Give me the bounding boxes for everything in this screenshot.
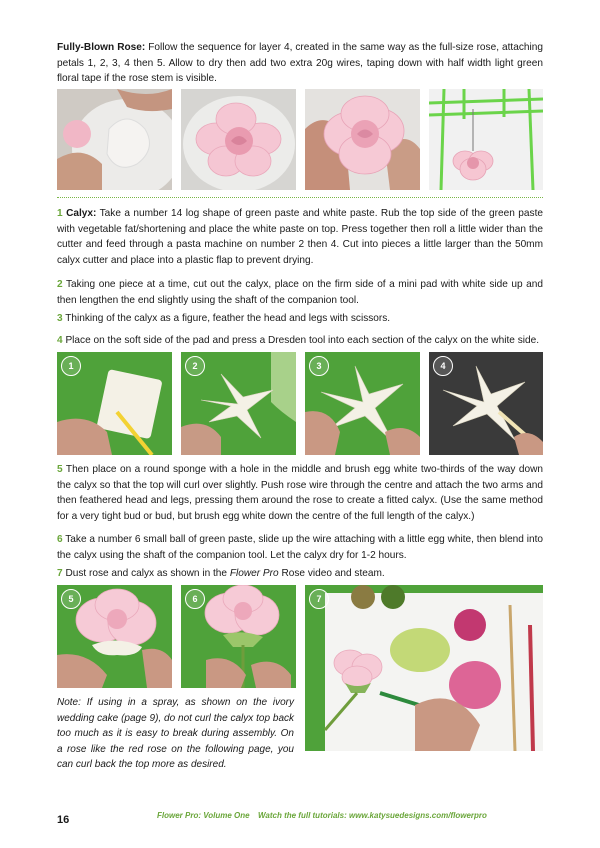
photo-step-1 — [57, 352, 172, 455]
intro-paragraph — [57, 40, 543, 87]
step-1-text: Take a number 14 log shape of green paste and white paste. Rub the top side of the green paste with vegetable fat/shortening and place the white paste on top. Press together then roll a little wider than the cutter and feed through a pasta machine on number 2 then 4. Cut into pieces a little larger than the 50mm calyx cutter and place into a plastic flap to prevent drying. — [57, 208, 543, 266]
photo-step-7-image — [305, 585, 543, 751]
photo-petals-on-board-image — [57, 89, 172, 190]
photo-step-6 — [181, 585, 296, 688]
photo-step-4 — [429, 352, 543, 455]
section-divider — [57, 197, 543, 198]
photo-badge-3: 3 — [309, 356, 329, 376]
photo-badge-4: 4 — [433, 356, 453, 376]
step-7-text-after: Rose video and steam. — [278, 568, 385, 579]
photo-petals-on-board — [57, 89, 172, 190]
step-5-text: Then place on a round sponge with a hole in the middle and brush egg white two-thirds of the way down the calyx so that the top will curl over slightly. Push rose wire through the centre and attach the two arms and then feathered head and legs, pressing them around the rose to create a fitted calyx. (Use the same method for a very tight bud or bud, but brush egg white down the centre of the full length of the calyx.) — [57, 464, 543, 522]
footer-book-title: Flower Pro: Volume One — [157, 811, 250, 820]
photo-step-7 — [305, 585, 543, 751]
photo-step-2 — [181, 352, 296, 455]
photo-rose-in-hand-image — [305, 89, 420, 190]
photo-rose-hanging-image — [429, 89, 543, 190]
photo-step-3 — [305, 352, 420, 455]
note-text: Note: If using in a spray, as shown on the ivory wedding cake (page 9), do not curl the calyx top back too much as it is easy to break during assembly. On a rose like the red rose on the following page, you can curl back the top more as desired. — [57, 697, 294, 770]
photo-rose-in-hand — [305, 89, 420, 190]
photo-rose-hanging — [429, 89, 543, 190]
photo-badge-6: 6 — [185, 589, 205, 609]
photo-badge-7: 7 — [309, 589, 329, 609]
step-4-text: Place on the soft side of the pad and press a Dresden tool into each section of the calyx on the white side. — [65, 335, 540, 346]
step-6 — [57, 532, 543, 563]
photo-badge-5: 5 — [61, 589, 81, 609]
step-2-number: 2 — [57, 279, 63, 290]
photo-badge-1: 1 — [61, 356, 81, 376]
photo-badge-2: 2 — [185, 356, 205, 376]
photo-step-5 — [57, 585, 172, 688]
step-7-text-italic: Flower Pro — [229, 568, 279, 579]
step-4 — [57, 333, 543, 349]
step-6-number: 6 — [57, 534, 63, 545]
step-1-number: 1 — [57, 208, 63, 219]
step-1 — [57, 206, 543, 268]
footer-tutorial-link[interactable]: Watch the full tutorials: www.katysuedesigns.com/flowerpro — [258, 811, 487, 820]
step-7 — [57, 566, 543, 582]
step-7-text-before: Dust rose and calyx as shown in the — [65, 568, 230, 579]
step-2 — [57, 277, 543, 308]
photo-rose-on-board-image — [181, 89, 296, 190]
step-5-number: 5 — [57, 464, 63, 475]
step-7-number: 7 — [57, 568, 63, 579]
page-number: 16 — [57, 814, 70, 826]
intro-heading: Fully-Blown Rose: — [57, 42, 146, 53]
step-3-text: Thinking of the calyx as a figure, feather the head and legs with scissors. — [65, 313, 391, 324]
step-3 — [57, 311, 543, 327]
step-3-number: 3 — [57, 313, 63, 324]
step-2-text: Taking one piece at a time, cut out the calyx, place on the firm side of a mini pad with white side up and then lengthen the end slightly using the shaft of the companion tool. — [57, 279, 543, 306]
step-1-label: Calyx: — [66, 208, 97, 219]
intro-text: Follow the sequence for layer 4, created in the same way as the full-size rose, attaching petals 1, 2, 3, 4 then 5. Allow to dry then add two extra 20g wires, taping down with half width light green floral tape if the rose stem is visible. — [57, 42, 543, 85]
step-4-number: 4 — [57, 335, 63, 346]
step-6-text: Take a number 6 small ball of green paste, slide up the wire attaching with a little egg white, then blend into the calyx using the shaft of the companion tool. Let the calyx dry for 1-2 hours. — [57, 534, 543, 561]
photo-rose-on-board — [181, 89, 296, 190]
step-5 — [57, 462, 543, 524]
